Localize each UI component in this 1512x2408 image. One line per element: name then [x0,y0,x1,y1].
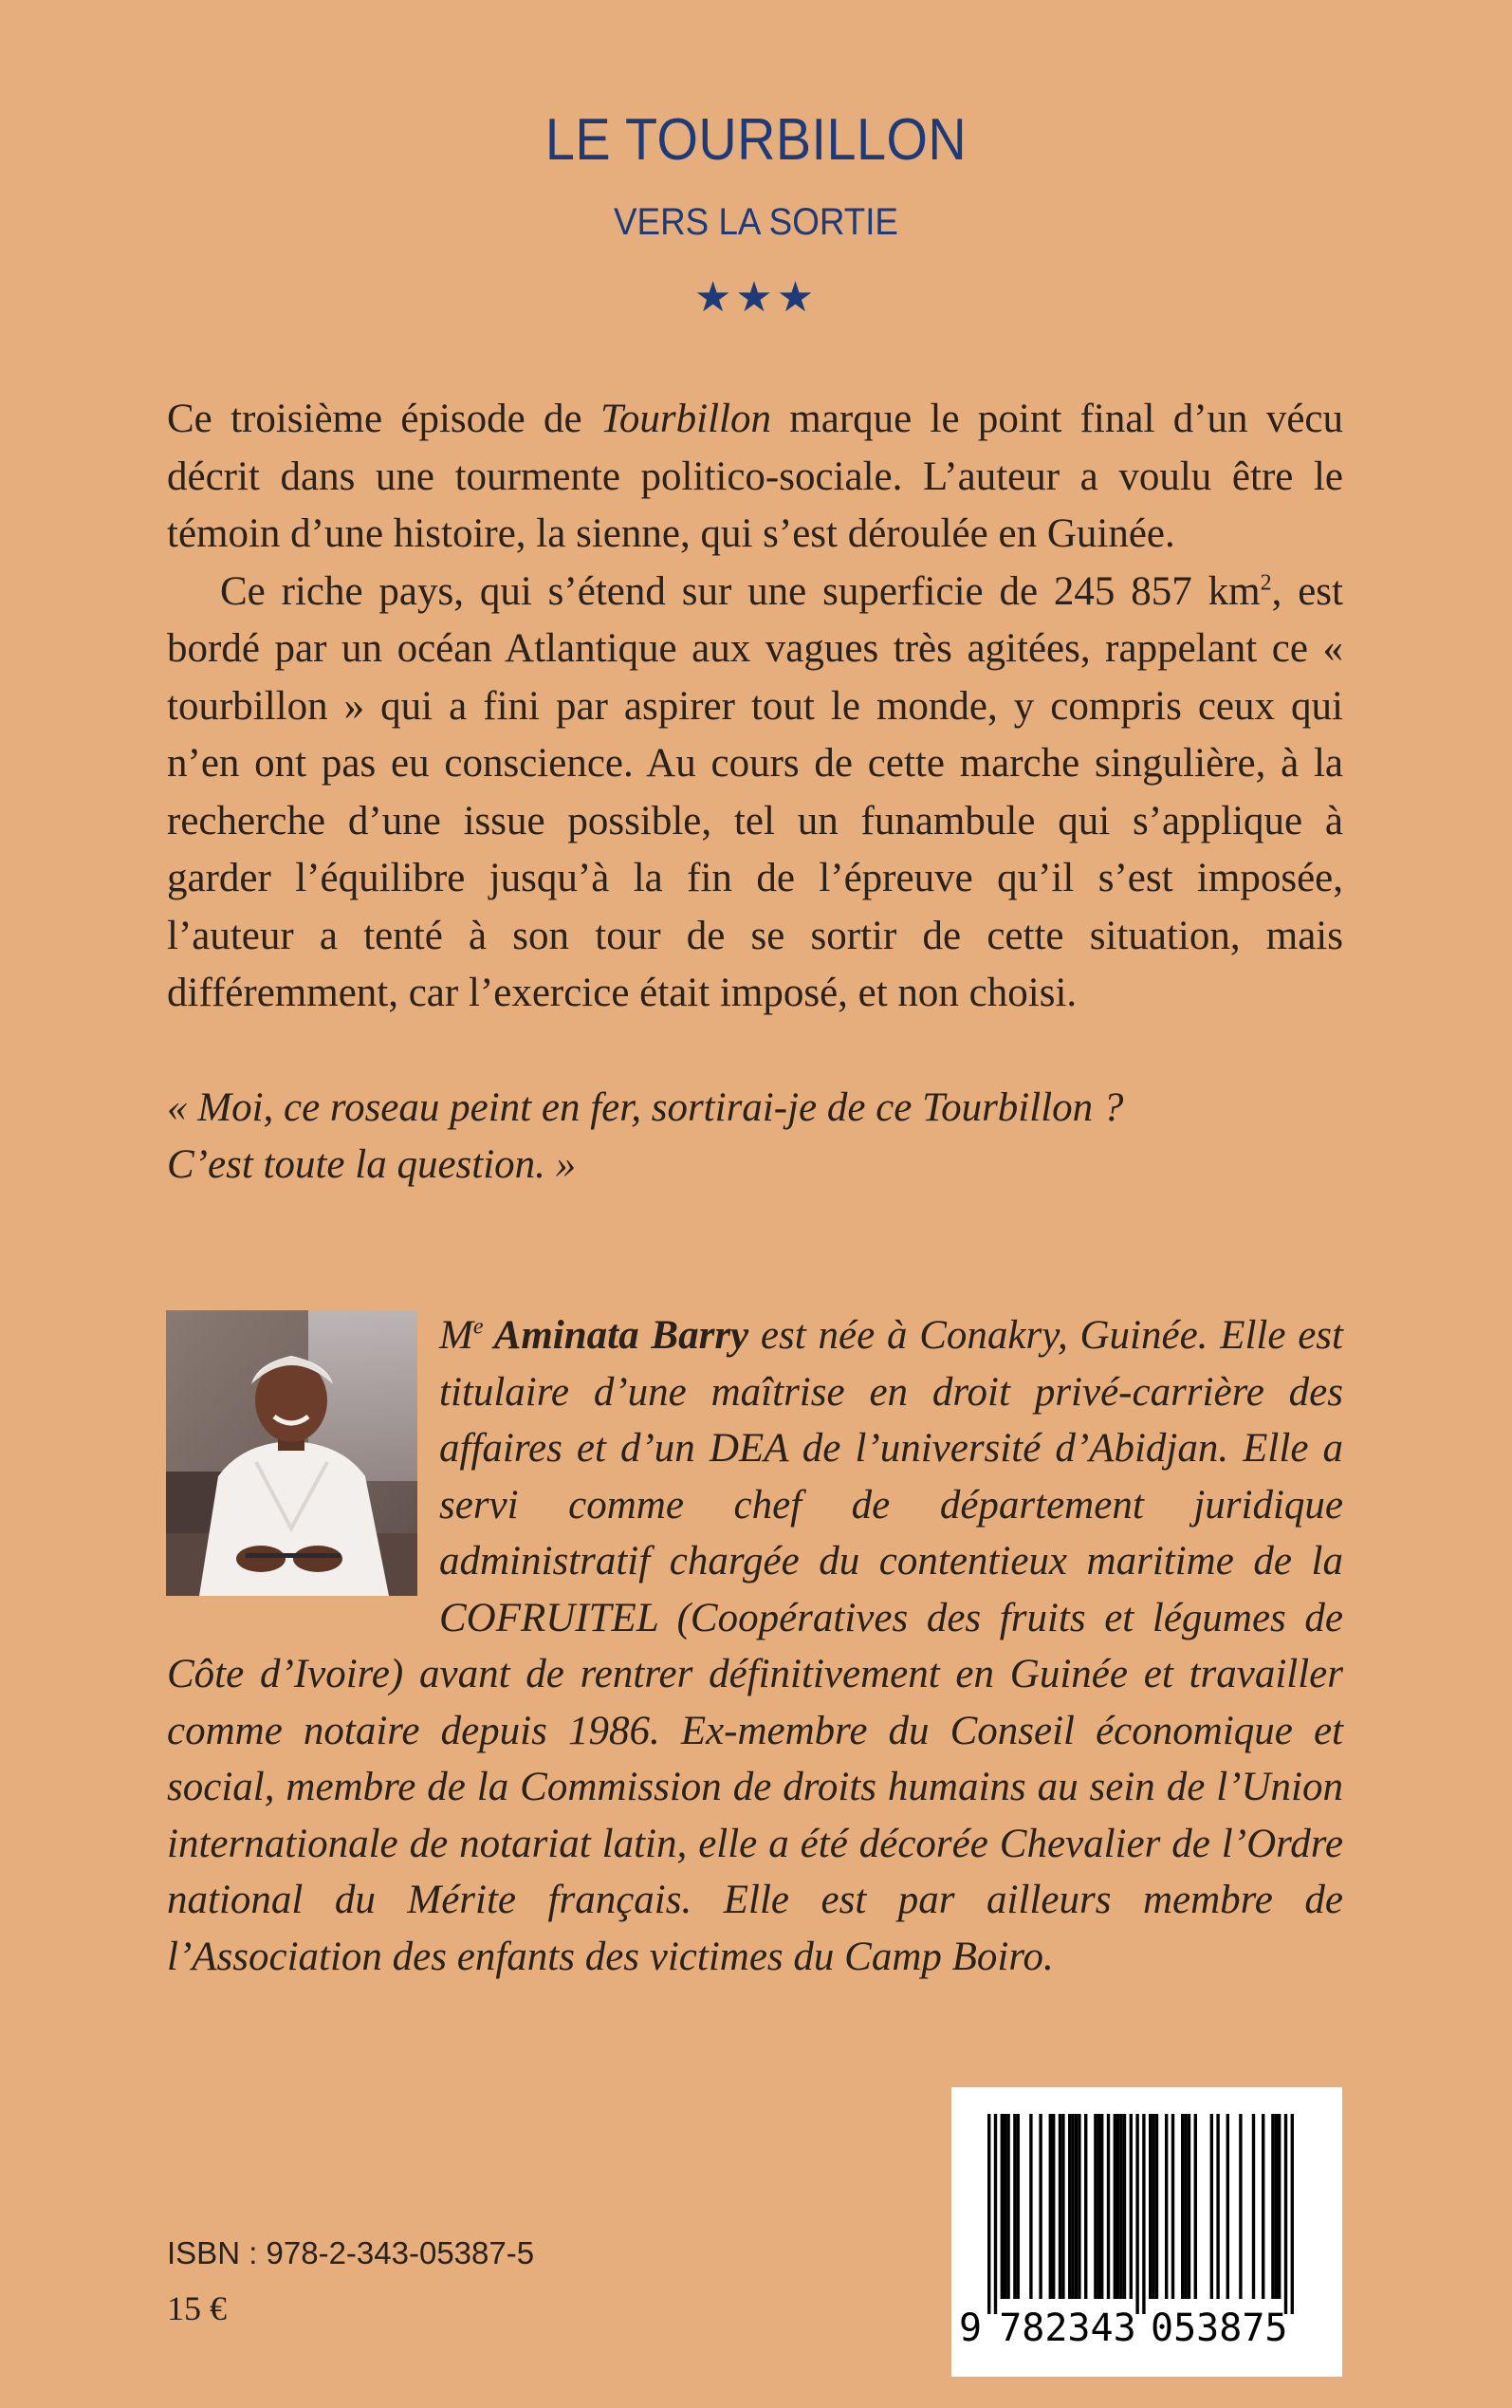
barcode-digits: 053875 [1151,2306,1288,2350]
barcode-bar [1114,2114,1116,2299]
barcode-bar [1075,2114,1078,2299]
isbn-label: ISBN : 978-2-343-05387-5 [167,2235,535,2270]
author-biography [167,1307,1343,1985]
barcode-bar [1239,2114,1242,2299]
barcode-bar [1278,2114,1281,2299]
barcode-bar [1094,2114,1097,2299]
barcode-bar [1039,2114,1042,2299]
barcode-bar [1123,2114,1126,2299]
barcode-bar [1181,2114,1184,2299]
barcode-bar [1171,2114,1174,2299]
barcode-bar [1291,2114,1294,2314]
barcode-bar [1017,2114,1020,2299]
barcode-bar [1184,2114,1187,2299]
barcode-bar [1155,2114,1158,2299]
barcode-bar [1107,2114,1110,2299]
barcode-bar [1130,2114,1133,2299]
barcode-bar [1059,2114,1061,2299]
epigraph-quote [167,1080,1343,1194]
barcode-bar [1084,2114,1087,2299]
barcode-bar [1068,2114,1071,2299]
price-label: 15 € [167,2289,227,2327]
barcode-bar [1100,2114,1103,2299]
barcode-bar [1119,2114,1122,2299]
barcode-bar [987,2114,990,2314]
photo-text-wrap-spacer [167,1307,439,1619]
book-blurb [167,391,1343,1023]
barcode-bar [1142,2114,1145,2314]
barcode-bar [1029,2114,1032,2299]
barcode-bar [1001,2114,1004,2299]
author-name: Aminata Barry [483,1313,749,1358]
star-ornament: ★★★ [693,273,819,322]
barcode-bar [1135,2114,1138,2314]
barcode-bar [1013,2114,1016,2299]
barcode-bar [1188,2114,1190,2299]
quote-line-2: C’est toute la question. » [167,1142,577,1187]
barcode-bar [1284,2114,1287,2314]
barcode-bar [1097,2114,1100,2299]
barcode-bar [1210,2114,1213,2299]
barcode-bar [1194,2114,1197,2299]
barcode-bar [1049,2114,1052,2299]
barcode-bar [1216,2114,1219,2299]
book-subtitle: VERS LA SORTIE [614,201,898,243]
barcode-digits: 782343 [999,2306,1136,2350]
barcode [951,2087,1342,2377]
barcode-bar [1071,2114,1074,2299]
barcode-bar [1116,2114,1119,2299]
barcode-bar [1252,2114,1255,2299]
barcode-bar [1061,2114,1064,2299]
barcode-graphic [951,2087,1342,2377]
barcode-bar [1262,2114,1264,2299]
barcode-bar [1006,2114,1009,2299]
barcode-bar [1052,2114,1055,2299]
barcode-bar [1271,2114,1274,2299]
quote-line-1: « Moi, ce roseau peint en fer, sortirai-je de ce Tourbillon ? [167,1085,1124,1130]
blurb-paragraph-1: Ce troisième épisode de Tourbillon marque le point final d’un vécu décrit dans une tourmente politico-sociale. L’auteur a voulu être le témoin d’une histoire, la sienne, qui s’est déroulée en Guinée. [167,397,1343,556]
bio-paragraph: Me Aminata Barry est née à Conakry, Guinée. Elle est titulaire d’une maîtrise en droit privé-carrière des affaires et d’un DEA de l’université d’Abidjan. Elle a servi comme chef de département juridique administratif chargée du contentieux maritime de la COFRUITEL (Coopératives des fruits et légumes de Côte d’Ivoire) avant de rentrer définitivement en Guinée et travailler comme notaire depuis 1986. Ex-membre du Conseil économique et social, membre de la Commission de droits humains au sein de l’Union internationale de notariat latin, elle a été décorée Chevalier de l’Ordre national du Mérite français. Elle est par ailleurs membre de l’Association des enfants des victimes du Camp Boiro. [167,1313,1343,1979]
barcode-bar [1078,2114,1080,2299]
series-title-italic: Tourbillon [599,397,771,441]
barcode-bar [1165,2114,1168,2299]
barcode-digits: 9 [959,2306,983,2350]
barcode-bar [1226,2114,1229,2299]
book-title: LE TOURBILLON [544,107,968,173]
barcode-bar [1152,2114,1154,2299]
barcode-bar [1004,2114,1006,2299]
blurb-paragraph-2: Ce riche pays, qui s’étend sur une superficie de 245 857 $km^2$, est bordé par un océan Atlantique aux vagues très agitées, rappelant ce « tourbillon » qui a fini par aspirer tout le monde, y compris ceux qui n’en ont pas eu conscience. Au cours de cette marche singulière, à la recherche d’une issue possible, tel un funambule qui s’applique à garder l’équilibre jusqu’à la fin de l’épreuve qu’il s’est imposée, l’auteur a tenté à son tour de se sortir de cette situation, mais différemment, car l’exercice était imposé, et non choisi. [167,568,1343,1015]
barcode-bar [1275,2114,1278,2299]
barcode-bar [994,2114,997,2314]
barcode-bar [1149,2114,1152,2299]
